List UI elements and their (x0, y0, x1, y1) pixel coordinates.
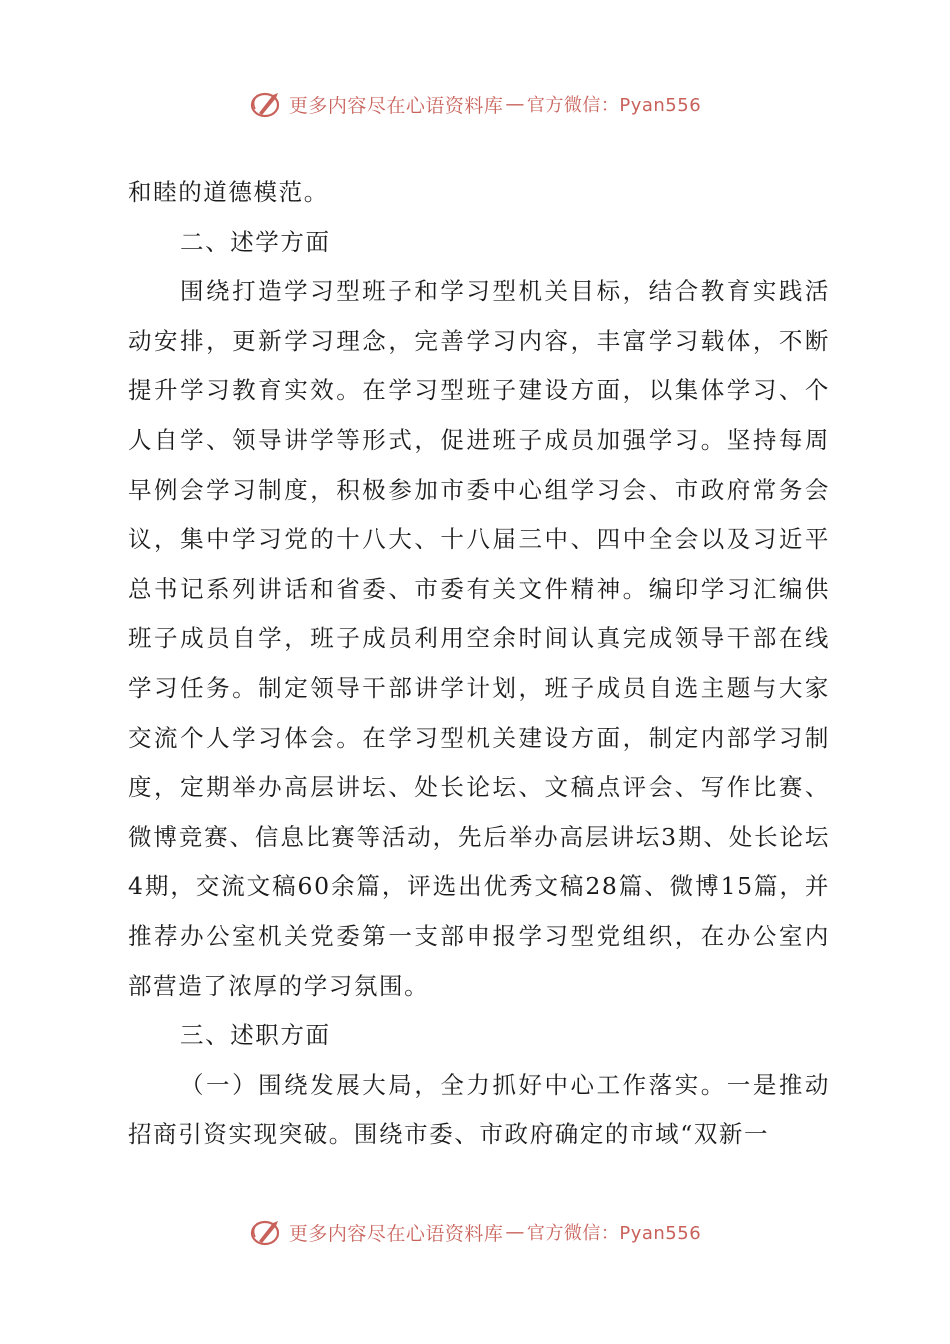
watermark-text: 更多内容尽在心语资料库 (288, 94, 504, 117)
footer-watermark (0, 1212, 950, 1252)
document-body (128, 168, 830, 1160)
header-watermark (0, 84, 950, 124)
paragraph-study: 围绕打造学习型班子和学习型机关目标，结合教育实践活动安排，更新学习理念，完善学习内容，丰富学习载体，不断提升学习教育实效。在学习型班子建设方面，以集体学习、个人自学、领导讲学等形式，促进班子成员加强学习。坚持每周早例会学习制度，积极参加市委中心组学习会、市政府常务会议，集中学习党的十八大、十八届三中、四中全会以及习近平总书记系列讲话和省委、市委有关文件精神。编印学习汇编供班子成员自学，班子成员利用空余时间认真完成领导干部在线学习任务。制定领导干部讲学计划，班子成员自选主题与大家交流个人学习体会。在学习型机关建设方面，制定内部学习制度，定期举办高层讲坛、处长论坛、文稿点评会、写作比赛、微博竞赛、信息比赛等活动，先后举办高层讲坛3期、处长论坛4期，交流文稿60余篇，评选出优秀文稿28篇、微博15篇，并推荐办公室机关党委第一支部申报学习型党组织，在办公室内部营造了浓厚的学习氛围。 (128, 277, 830, 1000)
watermark-wechat: 官方微信：Pyan556 (526, 95, 702, 116)
watermark-text: 更多内容尽在心语资料库 (288, 1222, 504, 1245)
section-heading-study: 二、述学方面 (180, 227, 331, 256)
watermark-separator: — (505, 93, 525, 115)
watermark-separator: — (505, 1221, 525, 1243)
pen-nib-logo-icon (249, 1215, 285, 1249)
pen-nib-logo-icon (249, 87, 285, 121)
paragraph-duty: （一）围绕发展大局，全力抓好中心工作落实。一是推动招商引资实现突破。围绕市委、市政府确定的市域“双新一 (128, 1070, 830, 1149)
paragraph-1: 和睦的道德模范。 (128, 178, 329, 206)
watermark-wechat: 官方微信：Pyan556 (526, 1223, 702, 1244)
section-heading-duty: 三、述职方面 (180, 1021, 331, 1050)
